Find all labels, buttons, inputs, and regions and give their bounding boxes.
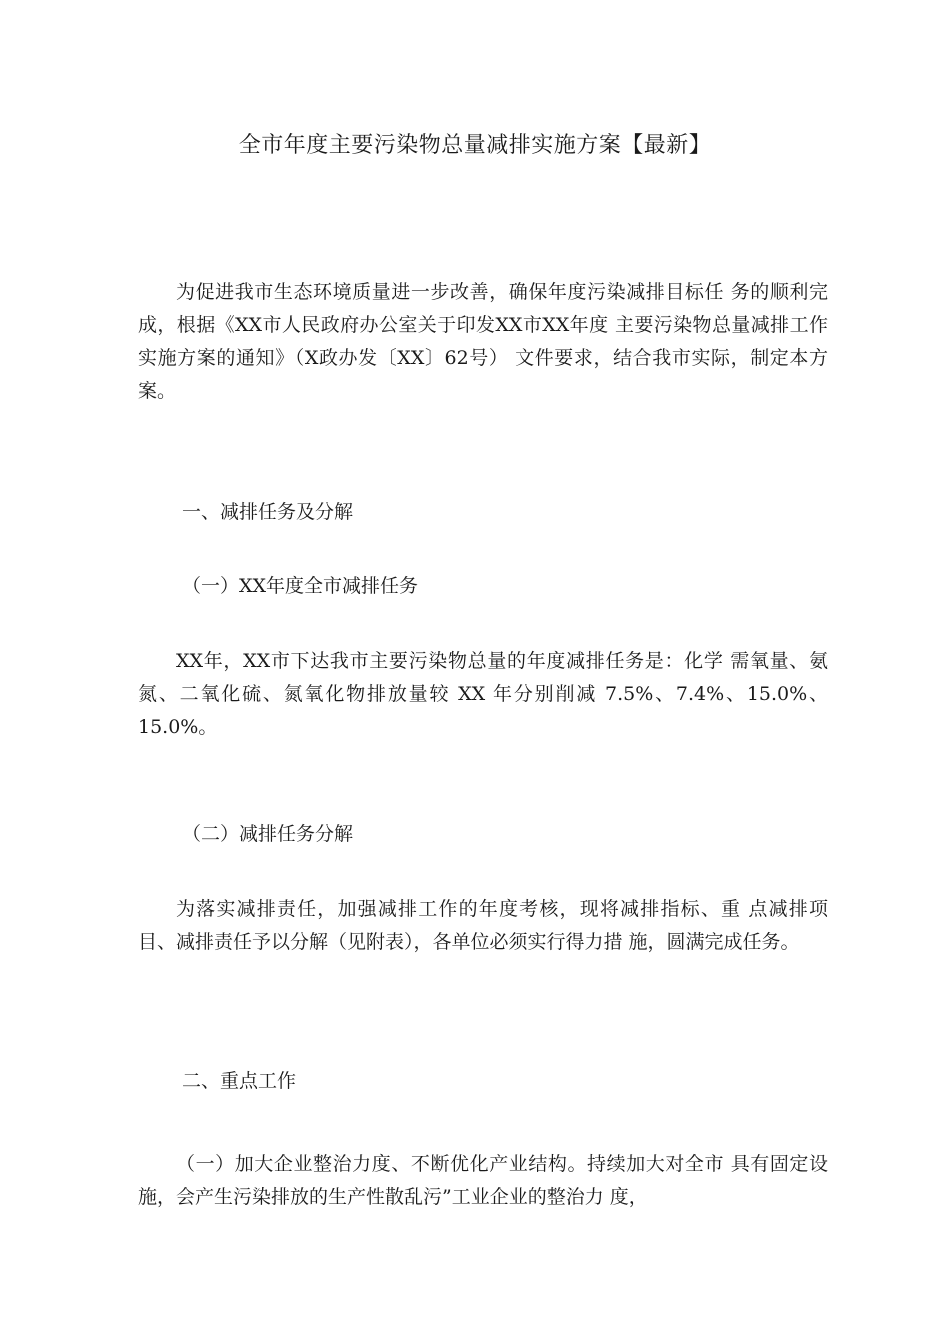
section-1-heading: 一、减排任务及分解 [182, 501, 354, 523]
section-1-sub-1-body: XX年，XX市下达我市主要污染物总量的年度减排任务是：化学 需氧量、氨氮、二氧化硫、氮氧化物排放量较 XX 年分别削减 7.5%、7.4%、15.0%、15.0%。 [138, 650, 828, 738]
intro-paragraph: 为促进我市生态环境质量进一步改善，确保年度污染减排目标任 务的顺利完成，根据《XX市人民政府办公室关于印发XX市XX年度 主要污染物总量减排工作实施方案的通知》（X政办发〔XX〕62号） 文件要求，结合我市实际，制定本方案。 [138, 281, 828, 402]
section-1-sub-2-heading: （二）减排任务分解 [182, 823, 354, 845]
section-2-sub-1-body: （一）加大企业整治力度、不断优化产业结构。持续加大对全市 具有固定设施，会产生污染排放的生产性散乱污”工业企业的整治力 度， [138, 1153, 828, 1208]
section-1-sub-2-body: 为落实减排责任，加强减排工作的年度考核，现将减排指标、重 点减排项目、减排责任予以分解（见附表），各单位必须实行得力措 施，圆满完成任务。 [138, 898, 828, 953]
document-title: 全市年度主要污染物总量减排实施方案【最新】 [238, 133, 712, 158]
section-2-heading: 二、重点工作 [182, 1070, 297, 1092]
section-1-sub-1-heading: （一）XX年度全市减排任务 [182, 575, 419, 597]
